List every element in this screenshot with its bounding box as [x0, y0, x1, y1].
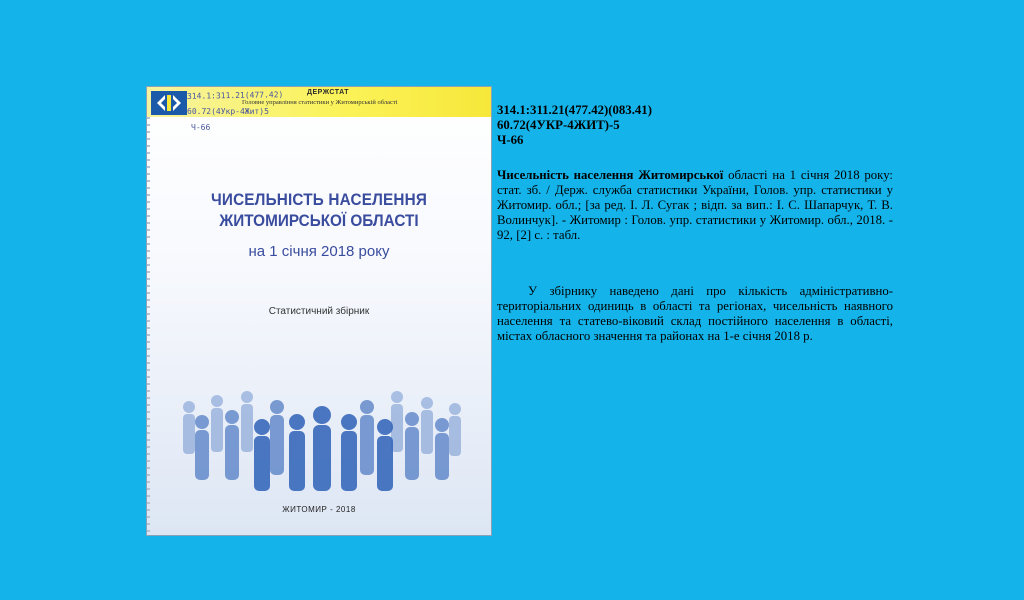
cover-date: на 1 січня 2018 року	[248, 243, 390, 260]
classification-codes	[497, 103, 652, 148]
description-title: Чисельність населення Житомирської	[497, 168, 724, 182]
crowd-illustration	[177, 367, 467, 497]
handwritten-mark: Ч-66	[191, 123, 211, 132]
binding-holes	[147, 117, 150, 535]
udc-code: 314.1:311.21(477.42)(083.41)	[497, 103, 652, 117]
cover-place-year: ЖИТОМИР - 2018	[282, 505, 356, 514]
cover-agency: ДЕРЖСТАТ	[307, 89, 350, 96]
book-cover	[147, 87, 491, 535]
cover-agency-sub: Головне управління статистики у Житомирській області	[242, 99, 398, 106]
author-mark: Ч-66	[497, 133, 524, 147]
derzhstat-logo	[151, 91, 187, 115]
cover-title-line2: ЖИТОМИРСЬКОЇ ОБЛАСТІ	[219, 211, 419, 230]
bibliographic-description	[497, 168, 893, 243]
cover-title-line1: ЧИСЕЛЬНІСТЬ НАСЕЛЕННЯ	[210, 190, 428, 209]
description-body: області на 1 січня 2018 року: стат. зб. / Держ. служба статистики України, Голов. упр. статистики у Житомир. обл.; [за ред. І. Л. Сугак ; відп. за вип.: І. С. Шапарчук, Т. В. Волинчук]. - Житомир : Голов. упр. статистики у Житомир. обл., 2018. - 92, [2] с. : табл.	[497, 168, 893, 242]
handwritten-bbk: 60.72(4Укр-4Жит)5	[187, 107, 269, 116]
bbk-code: 60.72(4УКР-4ЖИТ)-5	[497, 118, 620, 132]
cover-subtitle: Статистичний збірник	[268, 306, 370, 317]
handwritten-udc: 314.1:311.21(477.42)	[186, 90, 284, 101]
annotation: У збірнику наведено дані про кількість адміністративно-територіальних одиниць в області та регіонах, чисельність наявного населення та статево-віковий склад постійного населення в області, містах обласного значення та районах на 1-е січня 2018 р.	[497, 284, 893, 343]
